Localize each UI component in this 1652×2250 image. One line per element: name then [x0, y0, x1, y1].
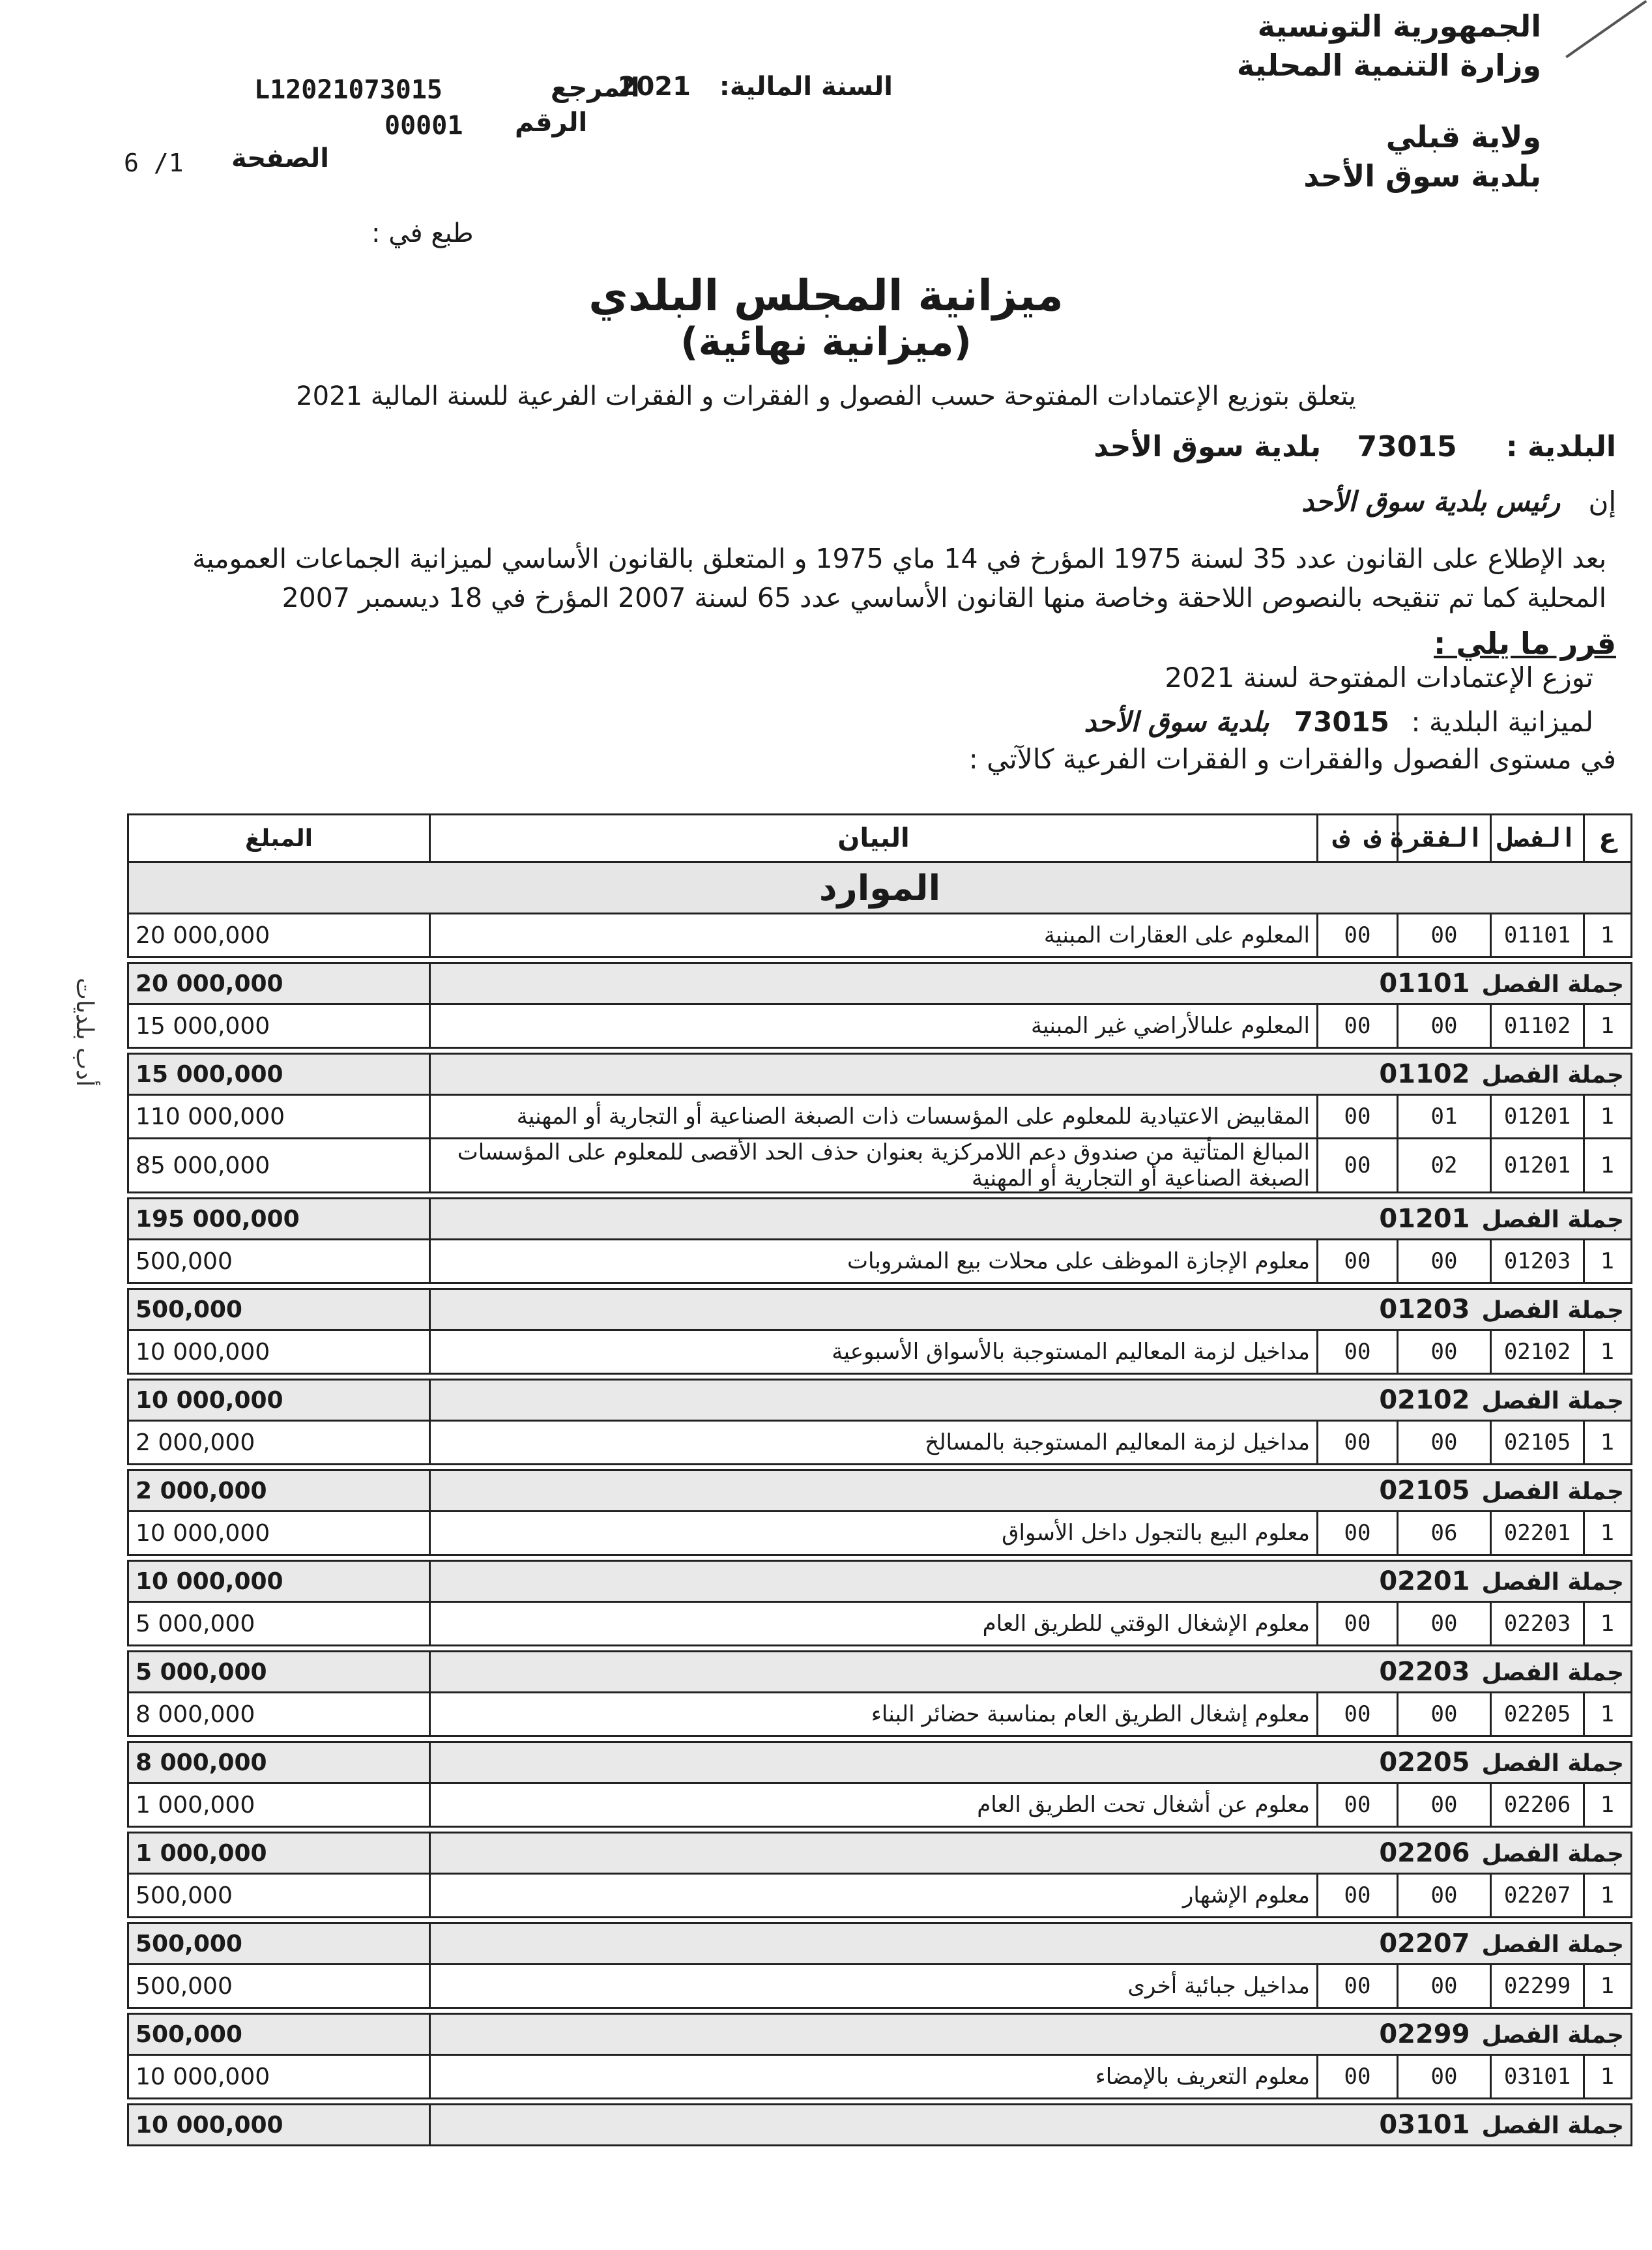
header-chapter: الفصل — [1491, 815, 1584, 862]
header-description: البيان — [430, 815, 1318, 862]
row-description: معلوم البيع بالتجول داخل الأسواق — [430, 1512, 1318, 1555]
republic-name: الجمهورية التونسية — [1257, 8, 1541, 44]
chapter-total-label — [430, 1380, 1632, 1421]
decided-heading: قرر ما يلي : — [1434, 626, 1616, 661]
row-chapter: 02205 — [1491, 1693, 1584, 1736]
table-row — [128, 1421, 1632, 1465]
row-amount: 10 000,000 — [128, 1330, 430, 1374]
chapter-total-code: 03101 — [1379, 2110, 1470, 2140]
group-spacer-cell — [128, 1374, 1632, 1380]
municipality-name: بلدية سوق الأحد — [1303, 158, 1541, 194]
budget-name: بلدية سوق الأحد — [1084, 706, 1269, 738]
table-row — [128, 1139, 1632, 1193]
row-description: المبالغ المتأتية من صندوق دعم اللامركزية بعنوان حذف الحد الأقصى للمعلوم على المؤسسات الصبغة الصناعية أو التجارية أو المهنية — [430, 1139, 1318, 1193]
header-amount: المبلغ — [128, 815, 430, 862]
header-subparagraph: ف ف — [1318, 815, 1398, 862]
group-spacer-cell — [128, 1827, 1632, 1833]
row-number: 1 — [1584, 1783, 1632, 1827]
group-spacer — [128, 1918, 1632, 1923]
chapter-total-row — [128, 1652, 1632, 1693]
row-paragraph: 00 — [1398, 1783, 1491, 1827]
municipality-code: 73015 — [1357, 430, 1457, 463]
section-row — [128, 862, 1632, 914]
section-title: الموارد — [128, 862, 1632, 914]
document-description: يتعلق بتوزيع الإعتمادات المفتوحة حسب الفصول و الفقرات و الفقرات الفرعية للسنة المالية 2021 — [296, 381, 1356, 411]
chapter-total-prefix: جملة الفصل — [1481, 1659, 1624, 1686]
document-title: ميزانية المجلس البلدي — [588, 270, 1064, 321]
preamble-line-2: المحلية كما تم تنقيحه بالنصوص اللاحقة وخاصة منها القانون الأساسي عدد 65 لسنة 2007 المؤرخ في 18 ديسمبر 2007 — [282, 582, 1606, 613]
chapter-total-amount: 195 000,000 — [128, 1199, 430, 1240]
row-subparagraph: 00 — [1318, 1693, 1398, 1736]
row-amount: 2 000,000 — [128, 1421, 430, 1465]
row-amount: 85 000,000 — [128, 1139, 430, 1193]
budget-line — [1084, 706, 1593, 738]
chapter-total-prefix: جملة الفصل — [1481, 1062, 1624, 1088]
row-description: معلوم الإجازة الموظف على محلات بيع المشروبات — [430, 1240, 1318, 1283]
row-chapter: 02203 — [1491, 1602, 1584, 1646]
group-spacer-cell — [128, 1048, 1632, 1054]
row-paragraph: 00 — [1398, 1693, 1491, 1736]
row-chapter: 02201 — [1491, 1512, 1584, 1555]
row-number: 1 — [1584, 1965, 1632, 2008]
row-amount: 10 000,000 — [128, 2055, 430, 2099]
row-number: 1 — [1584, 1095, 1632, 1139]
row-paragraph: 00 — [1398, 1421, 1491, 1465]
table-row — [128, 2055, 1632, 2099]
distribute-line: توزع الإعتمادات المفتوحة لسنة 2021 — [1165, 662, 1593, 694]
row-paragraph: 00 — [1398, 1602, 1491, 1646]
chapter-total-prefix: جملة الفصل — [1481, 1206, 1624, 1233]
printed-label: طبع في : — [371, 218, 474, 248]
level-line: في مستوى الفصول والفقرات و الفقرات الفرعية كالآتي : — [968, 743, 1616, 775]
fiscal-year-label-text: السنة المالية: — [719, 72, 893, 102]
chapter-total-label — [430, 2105, 1632, 2146]
group-spacer — [128, 1555, 1632, 1561]
row-chapter: 01201 — [1491, 1139, 1584, 1193]
chapter-total-prefix: جملة الفصل — [1481, 1297, 1624, 1324]
row-subparagraph: 00 — [1318, 1421, 1398, 1465]
chapter-total-code: 01201 — [1379, 1204, 1470, 1234]
row-amount: 5 000,000 — [128, 1602, 430, 1646]
row-subparagraph: 00 — [1318, 1004, 1398, 1048]
municipality-line — [1094, 430, 1616, 463]
group-spacer-cell — [128, 1193, 1632, 1199]
inna-text: إن — [1588, 486, 1616, 518]
row-subparagraph: 00 — [1318, 1512, 1398, 1555]
row-description: مداخيل جبائية أخرى — [430, 1965, 1318, 2008]
row-paragraph: 00 — [1398, 1965, 1491, 2008]
chapter-total-row — [128, 1470, 1632, 1512]
row-chapter: 02299 — [1491, 1965, 1584, 2008]
preamble-line-1: بعد الإطلاع على القانون عدد 35 لسنة 1975 المؤرخ في 14 ماي 1975 و المتعلق بالقانون الأساسي لميزانية الجماعات العمومية — [192, 543, 1606, 574]
row-subparagraph: 00 — [1318, 1602, 1398, 1646]
chapter-total-row — [128, 1742, 1632, 1783]
chapter-total-code: 01102 — [1379, 1059, 1470, 1089]
table-row — [128, 1330, 1632, 1374]
chapter-total-prefix: جملة الفصل — [1481, 1841, 1624, 1867]
group-spacer-cell — [128, 1465, 1632, 1470]
chapter-total-label — [430, 1833, 1632, 1874]
chapter-total-label — [430, 1652, 1632, 1693]
table-row — [128, 1874, 1632, 1918]
budget-label: لميزانية البلدية : — [1411, 706, 1593, 738]
row-subparagraph: 00 — [1318, 1095, 1398, 1139]
row-description: مداخيل لزمة المعاليم المستوجبة بالأسواق الأسبوعية — [430, 1330, 1318, 1374]
row-paragraph: 00 — [1398, 1874, 1491, 1918]
row-description: المعلوم على العقارات المبنية — [430, 914, 1318, 957]
row-subparagraph: 00 — [1318, 2055, 1398, 2099]
table-row — [128, 1004, 1632, 1048]
row-description: معلوم إشغال الطريق العام بمناسبة حضائر البناء — [430, 1693, 1318, 1736]
chapter-total-row — [128, 1561, 1632, 1602]
row-number: 1 — [1584, 1602, 1632, 1646]
row-paragraph: 00 — [1398, 914, 1491, 957]
chapter-total-label — [430, 1470, 1632, 1512]
row-chapter: 02207 — [1491, 1874, 1584, 1918]
row-paragraph: 01 — [1398, 1095, 1491, 1139]
chapter-total-code: 02207 — [1379, 1929, 1470, 1959]
row-amount: 15 000,000 — [128, 1004, 430, 1048]
row-description: معلوم الإشغال الوقتي للطريق العام — [430, 1602, 1318, 1646]
chapter-total-code: 02205 — [1379, 1747, 1470, 1777]
table-row — [128, 914, 1632, 957]
chapter-total-prefix: جملة الفصل — [1481, 1569, 1624, 1596]
governorate-name: ولاية قبلي — [1385, 119, 1541, 154]
group-spacer — [128, 1736, 1632, 1742]
row-number: 1 — [1584, 1874, 1632, 1918]
row-description: مداخيل لزمة المعاليم المستوجبة بالمسالخ — [430, 1421, 1318, 1465]
row-paragraph: 06 — [1398, 1512, 1491, 1555]
document-subtitle: (ميزانية نهائية) — [680, 319, 972, 365]
chapter-total-amount: 20 000,000 — [128, 963, 430, 1004]
row-number: 1 — [1584, 1139, 1632, 1193]
row-amount: 8 000,000 — [128, 1693, 430, 1736]
chapter-total-prefix: جملة الفصل — [1481, 1931, 1624, 1958]
header-n: ع — [1584, 815, 1632, 862]
chapter-total-code: 02203 — [1379, 1657, 1470, 1687]
chapter-total-prefix: جملة الفصل — [1481, 2112, 1624, 2139]
chapter-total-prefix: جملة الفصل — [1481, 1478, 1624, 1505]
chapter-total-amount: 15 000,000 — [128, 1054, 430, 1095]
chapter-total-amount: 10 000,000 — [128, 1380, 430, 1421]
row-description: معلوم الإشهار — [430, 1874, 1318, 1918]
group-spacer — [128, 1193, 1632, 1199]
row-description: المعلوم علىالأراضي غير المبنية — [430, 1004, 1318, 1048]
fiscal-year-value: 2021 — [618, 72, 691, 102]
row-subparagraph: 00 — [1318, 1874, 1398, 1918]
chapter-total-row — [128, 1923, 1632, 1965]
chapter-total-code: 02201 — [1379, 1566, 1470, 1596]
table-row — [128, 1693, 1632, 1736]
table-row — [128, 1512, 1632, 1555]
row-chapter: 02105 — [1491, 1421, 1584, 1465]
president-text: رئيس بلدية سوق الأحد — [1301, 486, 1561, 518]
group-spacer-cell — [128, 2008, 1632, 2014]
chapter-total-amount: 500,000 — [128, 2014, 430, 2055]
chapter-total-row — [128, 1380, 1632, 1421]
chapter-total-label — [430, 1561, 1632, 1602]
chapter-total-amount: 500,000 — [128, 1923, 430, 1965]
table-body — [128, 862, 1632, 2146]
reference-value: L12021073015 — [254, 75, 442, 105]
group-spacer-cell — [128, 1646, 1632, 1652]
chapter-total-row — [128, 2014, 1632, 2055]
row-number: 1 — [1584, 1330, 1632, 1374]
budget-table — [127, 813, 1632, 2146]
row-amount: 110 000,000 — [128, 1095, 430, 1139]
row-paragraph: 00 — [1398, 1330, 1491, 1374]
corner-mark — [1565, 0, 1647, 58]
row-amount: 500,000 — [128, 1965, 430, 2008]
row-number: 1 — [1584, 2055, 1632, 2099]
row-amount: 20 000,000 — [128, 914, 430, 957]
row-chapter: 01203 — [1491, 1240, 1584, 1283]
header-paragraph: الفقرة — [1398, 815, 1491, 862]
number-value: 00001 — [384, 111, 463, 141]
row-subparagraph: 00 — [1318, 914, 1398, 957]
chapter-total-amount: 5 000,000 — [128, 1652, 430, 1693]
group-spacer-cell — [128, 957, 1632, 963]
table-row — [128, 1965, 1632, 2008]
budget-code: 73015 — [1294, 706, 1390, 738]
group-spacer-cell — [128, 1283, 1632, 1289]
table-row — [128, 1602, 1632, 1646]
chapter-total-amount: 2 000,000 — [128, 1470, 430, 1512]
chapter-total-code: 02105 — [1379, 1476, 1470, 1506]
group-spacer-cell — [128, 1918, 1632, 1923]
row-number: 1 — [1584, 1421, 1632, 1465]
table-row — [128, 1240, 1632, 1283]
row-subparagraph: 00 — [1318, 1783, 1398, 1827]
chapter-total-code: 02299 — [1379, 2019, 1470, 2049]
ministry-name: وزارة التنمية المحلية — [1236, 48, 1541, 83]
row-amount: 500,000 — [128, 1874, 430, 1918]
page-label: الصفحة — [231, 143, 330, 173]
row-chapter: 02206 — [1491, 1783, 1584, 1827]
reference-label: المرجع — [551, 73, 640, 103]
row-paragraph: 00 — [1398, 1004, 1491, 1048]
chapter-total-row — [128, 1054, 1632, 1095]
row-chapter: 03101 — [1491, 2055, 1584, 2099]
row-chapter: 01102 — [1491, 1004, 1584, 1048]
row-paragraph: 00 — [1398, 2055, 1491, 2099]
row-subparagraph: 00 — [1318, 1240, 1398, 1283]
row-subparagraph: 00 — [1318, 1330, 1398, 1374]
row-description: معلوم التعريف بالإمضاء — [430, 2055, 1318, 2099]
group-spacer — [128, 1827, 1632, 1833]
page-number: 1/ 6 — [124, 149, 184, 177]
group-spacer — [128, 1646, 1632, 1652]
chapter-total-label — [430, 1742, 1632, 1783]
fiscal-year-row — [618, 72, 893, 102]
group-spacer — [128, 1465, 1632, 1470]
chapter-total-label — [430, 963, 1632, 1004]
group-spacer-cell — [128, 1555, 1632, 1561]
row-paragraph: 02 — [1398, 1139, 1491, 1193]
row-description: معلوم عن أشغال تحت الطريق العام — [430, 1783, 1318, 1827]
chapter-total-code: 02206 — [1379, 1838, 1470, 1868]
chapter-total-label — [430, 1199, 1632, 1240]
chapter-total-label — [430, 1289, 1632, 1330]
row-chapter: 01101 — [1491, 914, 1584, 957]
row-amount: 500,000 — [128, 1240, 430, 1283]
chapter-total-amount: 8 000,000 — [128, 1742, 430, 1783]
group-spacer — [128, 2099, 1632, 2105]
chapter-total-code: 02102 — [1379, 1385, 1470, 1415]
group-spacer — [128, 1048, 1632, 1054]
row-amount: 1 000,000 — [128, 1783, 430, 1827]
row-number: 1 — [1584, 914, 1632, 957]
chapter-total-row — [128, 1199, 1632, 1240]
chapter-total-row — [128, 1833, 1632, 1874]
chapter-total-code: 01203 — [1379, 1294, 1470, 1324]
preamble-opening — [1301, 486, 1616, 518]
row-number: 1 — [1584, 1240, 1632, 1283]
chapter-total-row — [128, 963, 1632, 1004]
table-header-row — [128, 815, 1632, 862]
chapter-total-row — [128, 2105, 1632, 2146]
group-spacer — [128, 2008, 1632, 2014]
row-number: 1 — [1584, 1512, 1632, 1555]
row-chapter: 01201 — [1491, 1095, 1584, 1139]
margin-handwritten-note: أدب بلديات — [71, 978, 98, 1087]
chapter-total-label — [430, 1923, 1632, 1965]
chapter-total-label — [430, 1054, 1632, 1095]
chapter-total-amount: 1 000,000 — [128, 1833, 430, 1874]
chapter-total-prefix: جملة الفصل — [1481, 1388, 1624, 1414]
number-label: الرقم — [515, 108, 588, 138]
row-amount: 10 000,000 — [128, 1512, 430, 1555]
row-subparagraph: 00 — [1318, 1965, 1398, 2008]
municipality-line-name: بلدية سوق الأحد — [1094, 430, 1322, 463]
chapter-total-prefix: جملة الفصل — [1481, 2022, 1624, 2049]
group-spacer — [128, 1283, 1632, 1289]
group-spacer — [128, 957, 1632, 963]
row-number: 1 — [1584, 1693, 1632, 1736]
chapter-total-label — [430, 2014, 1632, 2055]
row-description: المقابيض الاعتيادية للمعلوم على المؤسسات ذات الصبغة الصناعية أو التجارية أو المهنية — [430, 1095, 1318, 1139]
row-subparagraph: 00 — [1318, 1139, 1398, 1193]
group-spacer-cell — [128, 2099, 1632, 2105]
chapter-total-amount: 500,000 — [128, 1289, 430, 1330]
chapter-total-prefix: جملة الفصل — [1481, 1750, 1624, 1777]
group-spacer-cell — [128, 1736, 1632, 1742]
chapter-total-amount: 10 000,000 — [128, 1561, 430, 1602]
table-row — [128, 1095, 1632, 1139]
group-spacer — [128, 1374, 1632, 1380]
row-chapter: 02102 — [1491, 1330, 1584, 1374]
header-block — [1137, 7, 1541, 196]
chapter-total-row — [128, 1289, 1632, 1330]
row-paragraph: 00 — [1398, 1240, 1491, 1283]
chapter-total-amount: 10 000,000 — [128, 2105, 430, 2146]
chapter-total-code: 01101 — [1379, 969, 1470, 999]
row-number: 1 — [1584, 1004, 1632, 1048]
chapter-total-prefix: جملة الفصل — [1481, 971, 1624, 998]
table-row — [128, 1783, 1632, 1827]
municipality-label: البلدية : — [1505, 430, 1616, 463]
